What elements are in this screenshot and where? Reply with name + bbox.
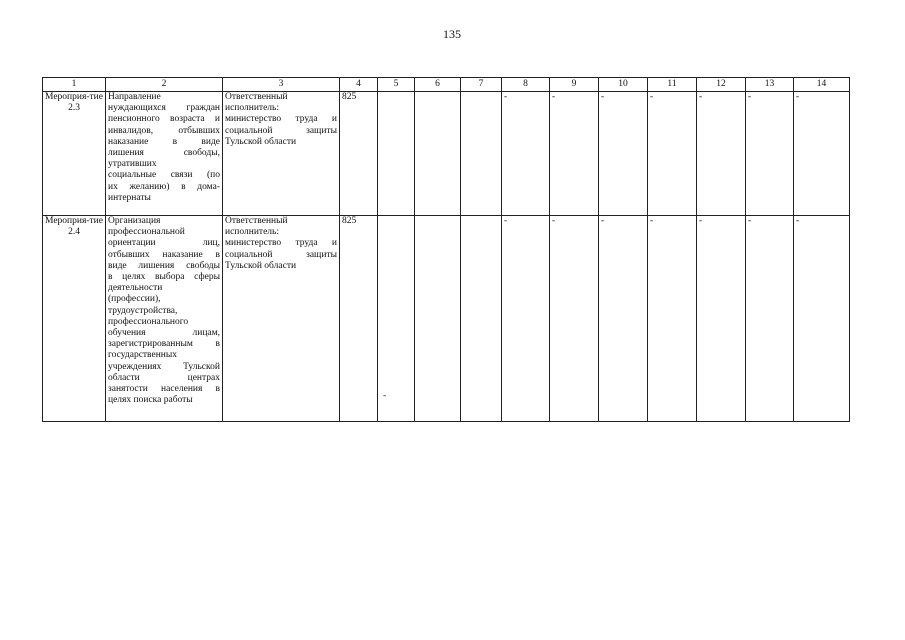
measure-description [106,216,223,422]
responsible-executor [223,92,340,216]
header-cell-13: 13 [746,78,794,92]
executor-line: министерство труда и [225,238,337,249]
executor-line: Тульской области [225,260,297,271]
description-line: ориентации лиц, [108,238,220,249]
header-cell-9: 9 [550,78,599,92]
description-line: наказание в виде [108,136,220,147]
cell-col-8: - [502,92,550,216]
description-line: профессионального [108,316,189,327]
measures-table [42,77,850,422]
cell-col-12: - [697,216,746,422]
cell-col-7 [461,216,502,422]
description-line: виде лишения свободы [108,260,220,271]
cell-col-9: - [550,216,599,422]
cell-col-6 [415,216,461,422]
header-cell-7: 7 [461,78,502,92]
cell-col-10: - [599,216,648,422]
description-line: инвалидов, отбывших [108,125,220,136]
header-cell-14: 14 [794,78,850,92]
cell-col-13: - [746,92,794,216]
description-line: пенсионного возраста и [108,114,220,125]
table-row-measure-2-3 [43,92,850,216]
cell-col-14: - [794,92,850,216]
cell-col-12: - [697,92,746,216]
table-row-measure-2-4 [43,216,850,422]
header-cell-5: 5 [378,78,415,92]
cell-col-7 [461,92,502,216]
cell-col-8: - [502,216,550,422]
cell-col-4: 825 [340,216,378,422]
description-line: нуждающихся граждан [108,103,220,114]
cell-col-9: - [550,92,599,216]
executor-line: Ответственный [225,216,288,226]
description-line: государственных [108,350,178,361]
measure-description [106,92,223,216]
description-line: их желанию) в дома- [108,181,220,192]
header-cell-10: 10 [599,78,648,92]
description-line: целях поиска работы [108,395,193,406]
cell-col-5-value: - [383,391,387,401]
cell-col-14: - [794,216,850,422]
description-line: области центрах [108,372,220,383]
cell-col-11: - [648,92,697,216]
executor-line: социальной защиты [225,125,337,136]
cell-col-6 [415,92,461,216]
description-line: в целях выбора сферы [108,272,220,283]
page-number: 135 [443,27,461,41]
cell-col-4: 825 [340,92,378,216]
executor-line: министерство труда и [225,114,337,125]
executor-line: исполнитель: [225,103,279,114]
header-cell-12: 12 [697,78,746,92]
executor-line: Ответственный [225,92,288,102]
description-line: обучения лицам, [108,328,220,339]
measure-label: Мероприя-тие 2.3 [43,92,106,216]
description-line: учреждениях Тульской [108,361,220,372]
description-line: отбывших наказание в [108,249,220,260]
description-line: социальные связи (по [108,170,220,181]
description-line: интернаты [108,192,151,203]
executor-line: Тульской области [225,136,297,147]
header-cell-1: 1 [43,78,106,92]
cell-col-5 [378,92,415,216]
description-line: лишения свободы, [108,148,220,159]
description-line: (профессии), [108,294,161,305]
description-line: деятельности [108,283,163,294]
cell-col-13: - [746,216,794,422]
header-cell-6: 6 [415,78,461,92]
header-cell-11: 11 [648,78,697,92]
header-cell-4: 4 [340,78,378,92]
header-cell-8: 8 [502,78,550,92]
description-line: зарегистрированным в [108,339,220,350]
executor-line: социальной защиты [225,249,337,260]
description-line: утративших [108,159,157,170]
executor-line: исполнитель: [225,227,279,238]
header-row [43,78,850,92]
description-line: занятости населения в [108,384,220,395]
description-line: Организация [108,216,161,226]
description-line: профессиональной [108,227,185,238]
cell-col-5 [378,216,415,422]
description-line: трудоустройства, [108,305,178,316]
description-line: Направление [108,92,161,102]
header-cell-3: 3 [223,78,340,92]
header-cell-2: 2 [106,78,223,92]
measure-label: Мероприя-тие 2.4 [43,216,106,422]
cell-col-11: - [648,216,697,422]
responsible-executor [223,216,340,422]
cell-col-10: - [599,92,648,216]
